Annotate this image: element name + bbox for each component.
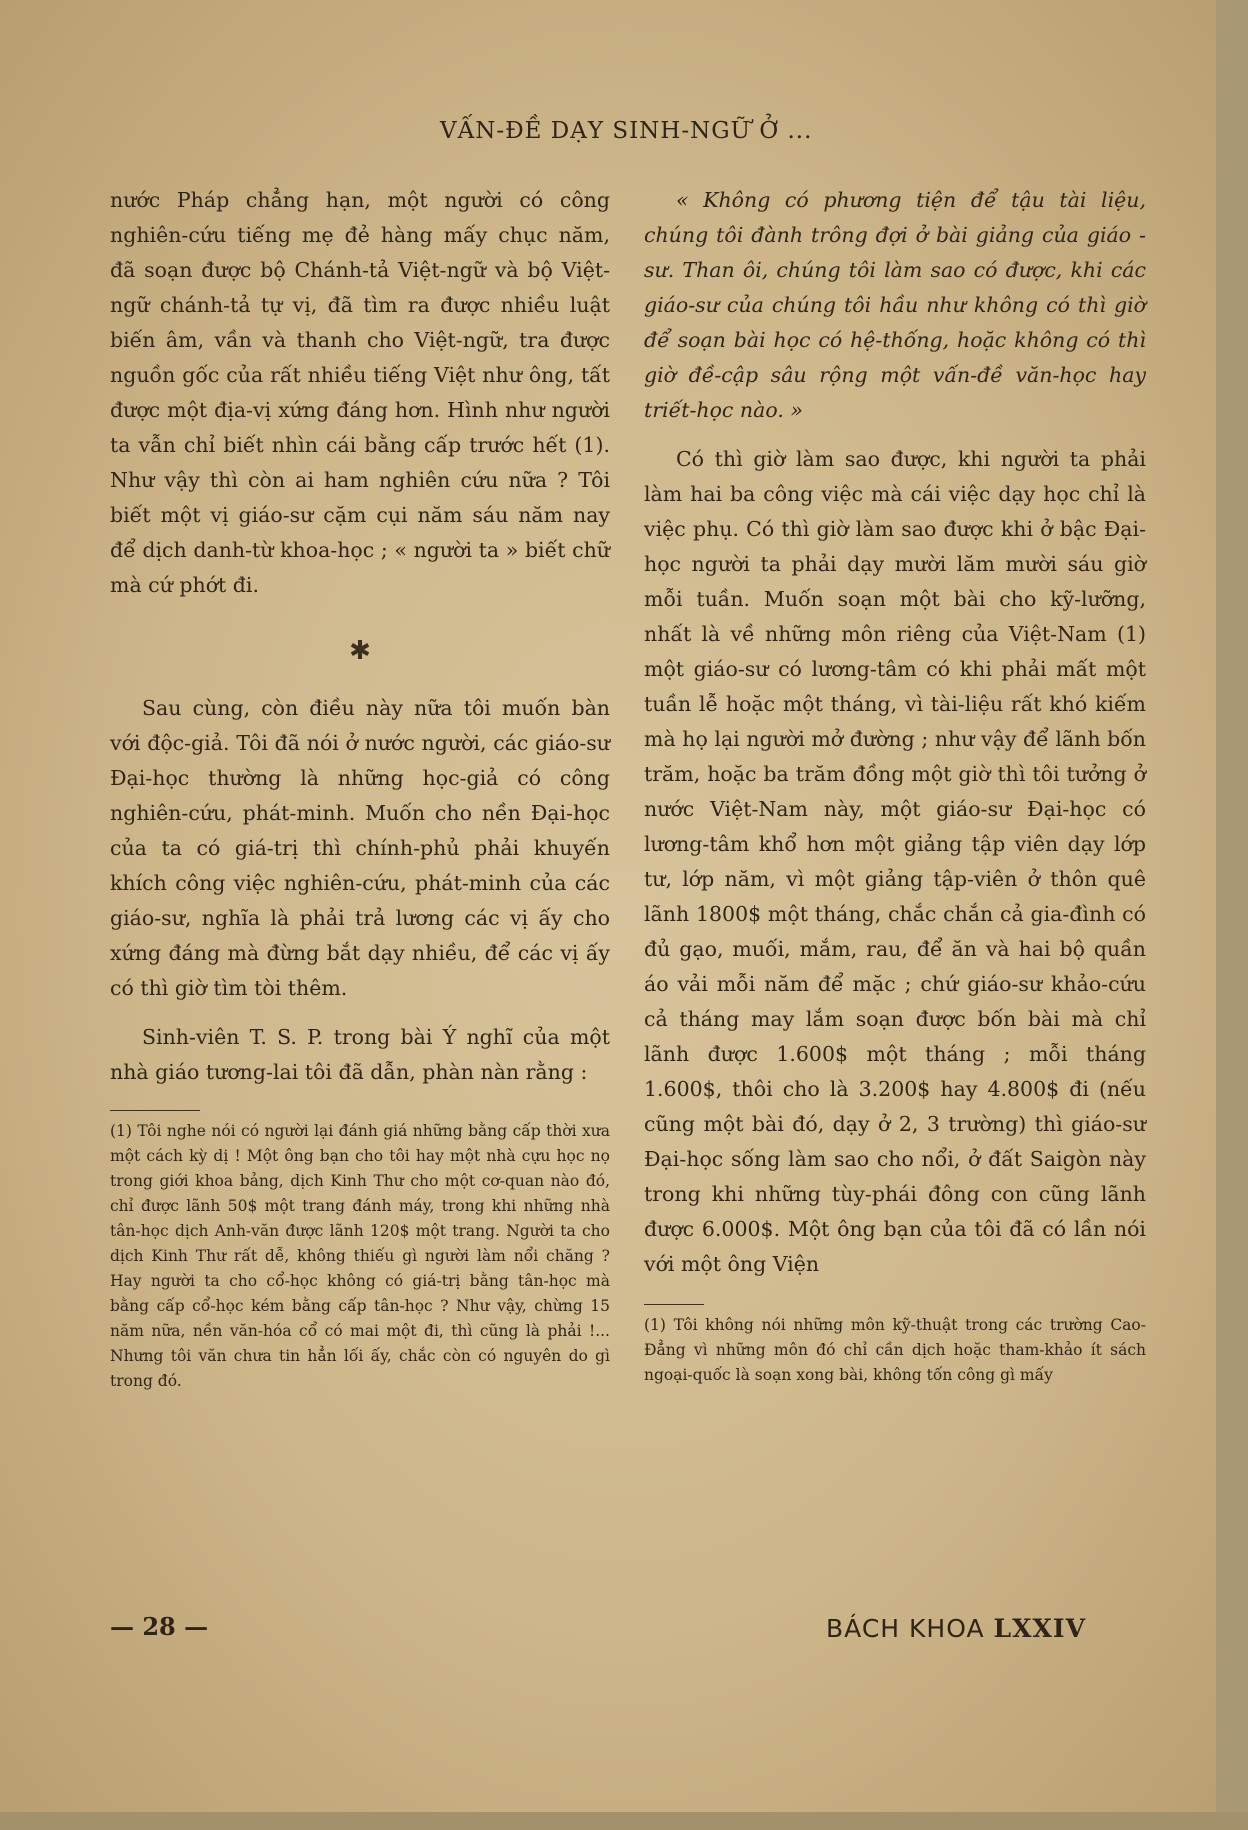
right-column xyxy=(644,183,1146,1388)
paragraph: nước Pháp chẳng hạn, một người có công nghiên-cứu tiếng mẹ đẻ hàng mấy chục năm, đã soạn được bộ Chánh-tả Việt-ngữ và bộ Việt-ngữ chánh-tả tự vị, đã tìm ra được nhiều luật biến âm, vần và thanh cho Việt-ngữ, tra được nguồn gốc của rất nhiều tiếng Việt như ông, tất được một địa-vị xứng đáng hơn. Hình như người ta vẫn chỉ biết nhìn cái bằng cấp trước hết (1). Như vậy thì còn ai ham nghiên cứu nữa ? Tôi biết một vị giáo-sư cặm cụi năm sáu năm nay để dịch danh-từ khoa-học ; « người ta » biết chữ mà cứ phớt đi. xyxy=(110,188,610,597)
page-edge xyxy=(1216,0,1248,1830)
paragraph: Sinh-viên T. S. P. trong bài Ý nghĩ của một nhà giáo tương-lai tôi đã dẫn, phàn nàn rằng : xyxy=(110,1025,610,1084)
magazine-name: BÁCH KHOA xyxy=(826,1614,985,1643)
paragraph: Có thì giờ làm sao được, khi người ta phải làm hai ba công việc mà cái việc dạy học chỉ là việc phụ. Có thì giờ làm sao được khi ở bậc Đại-học người ta phải dạy mười lăm mười sáu giờ mỗi tuần. Muốn soạn một bài cho kỹ-lưỡng, nhất là về những môn riêng của Việt-Nam (1) một giáo-sư có lương-tâm có khi phải mất một tuần lễ hoặc một tháng, vì tài-liệu rất khó kiếm mà họ lại người mở đường ; như vậy để lãnh bốn trăm, hoặc ba trăm đồng một giờ thì tôi tưởng ở nước Việt-Nam này, một giáo-sư Đại-học có lương-tâm khổ hơn một giảng tập viên dạy lớp tư, lớp năm, vì một giảng tập-viên ở thôn quê lãnh 1800$ một tháng, chắc chắn cả gia-đình có đủ gạo, muối, mắm, rau, để ăn và hai bộ quần áo vải mỗi năm để mặc ; chứ giáo-sư khảo-cứu cả tháng may lắm soạn được bốn bài mà chỉ lãnh được 1.600$ một tháng ; mỗi tháng 1.600$, thôi cho là 3.200$ hay 4.800$ đi (nếu cũng một bài đó, dạy ở 2, 3 trường) thì giáo-sư Đại-học sống làm sao cho nổi, ở đất Saigòn này trong khi những tùy-phái đông con cũng lãnh được 6.000$. Một ông bạn của tôi đã có lần nói với một ông Viện xyxy=(644,447,1146,1276)
page-edge-bottom xyxy=(0,1812,1248,1830)
footnote: (1) Tôi không nói những môn kỹ-thuật trong các trường Cao-Đẳng vì những môn đó chỉ cần dịch hoặc tham-khảo ít sách ngoại-quốc là soạn xong bài, không tốn công gì mấy xyxy=(644,1316,1146,1384)
footnote-rule xyxy=(110,1110,200,1111)
quoted-passage: « Không có phương tiện để tậu tài liệu, chúng tôi đành trông đợi ở bài giảng của giáo - sư. Than ôi, chúng tôi làm sao có được, khi các giáo-sư của chúng tôi hầu như không có thì giờ để soạn bài học có hệ-thống, hoặc không có thì giờ đề-cập sâu rộng một vấn-đề văn-học hay triết-học nào. » xyxy=(644,188,1146,422)
footnote-rule xyxy=(644,1304,704,1305)
magazine-footer xyxy=(826,1614,1086,1643)
footnote: (1) Tôi nghe nói có người lại đánh giá những bằng cấp thời xưa một cách kỳ dị ! Một ông bạn cho tôi hay một nhà cựu học nọ trong giới khoa bảng, dịch Kinh Thư cho một cơ-quan nào đó, chỉ được lãnh 50$ một trang đánh máy, trong khi những nhà tân-học dịch Anh-văn được lãnh 120$ một trang. Người ta cho dịch Kinh Thư rất dễ, không thiếu gì người làm nổi chăng ? Hay người ta cho cổ-học không có giá-trị bằng tân-học mà bằng cấp cổ-học kém bằng cấp tân-học ? Như vậy, chừng 15 năm nữa, nền văn-hóa cổ có mai một đi, thì cũng là phải !... Nhưng tôi văn chưa tin hẳn lối ấy, chắc còn có nguyên do gì trong đó. xyxy=(110,1122,610,1390)
running-title: VẤN-ĐỀ DẠY SINH-NGỮ Ở ... xyxy=(440,118,813,144)
left-column xyxy=(110,183,610,1394)
paragraph: Sau cùng, còn điều này nữa tôi muốn bàn với độc-giả. Tôi đã nói ở nước người, các giáo-sư Đại-học thường là những học-giả có công nghiên-cứu, phát-minh. Muốn cho nền Đại-học của ta có giá-trị thì chính-phủ phải khuyến khích công việc nghiên-cứu, phát-minh của các giáo-sư, nghĩa là phải trả lương các vị ấy cho xứng đáng mà đừng bắt dạy nhiều, để các vị ấy có thì giờ tìm tòi thêm. xyxy=(110,696,610,1000)
page-number: — 28 — xyxy=(110,1612,209,1641)
section-separator: ✱ xyxy=(349,636,371,666)
issue-number: LXXIV xyxy=(993,1614,1086,1643)
